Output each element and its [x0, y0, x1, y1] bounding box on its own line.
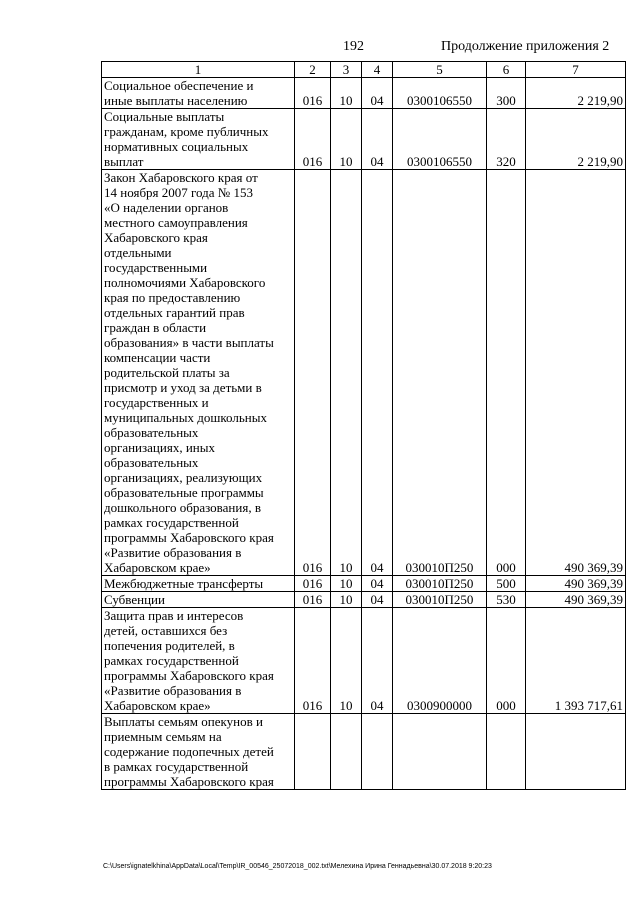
table-row	[102, 78, 626, 109]
row-sum: 490 369,39	[526, 170, 626, 576]
row-csr: 0300106550	[393, 109, 487, 170]
column-header: 3	[331, 62, 362, 78]
row-vr: 300	[487, 78, 526, 109]
appendix-continuation-title: Продолжение приложения 2	[441, 39, 610, 54]
budget-table	[101, 61, 626, 790]
row-ved: 016	[295, 608, 331, 714]
row-rz: 10	[331, 576, 362, 592]
row-ved: 016	[295, 170, 331, 576]
row-pr: 04	[362, 608, 393, 714]
row-ved: 016	[295, 109, 331, 170]
row-ved: 016	[295, 78, 331, 109]
row-pr: 04	[362, 170, 393, 576]
row-pr: 04	[362, 109, 393, 170]
row-sum: 490 369,39	[526, 576, 626, 592]
row-name: Социальное обеспечение и иные выплаты населению	[102, 78, 295, 109]
row-csr	[393, 714, 487, 790]
row-pr: 04	[362, 576, 393, 592]
row-pr: 04	[362, 592, 393, 608]
row-vr: 500	[487, 576, 526, 592]
row-vr: 000	[487, 608, 526, 714]
row-ved: 016	[295, 576, 331, 592]
page-number: 192	[343, 39, 364, 54]
row-name: Социальные выплаты гражданам, кроме публичных нормативных социальных выплат	[102, 109, 295, 170]
row-rz	[331, 714, 362, 790]
row-sum: 1 393 717,61	[526, 608, 626, 714]
row-name: Межбюджетные трансферты	[102, 576, 295, 592]
table-row	[102, 109, 626, 170]
column-header: 7	[526, 62, 626, 78]
row-csr: 030010П250	[393, 170, 487, 576]
row-name: Выплаты семьям опекунов и приемным семьям на содержание подопечных детей в рамках государственной программы Хабаровского края	[102, 714, 295, 790]
row-csr: 030010П250	[393, 592, 487, 608]
column-header: 4	[362, 62, 393, 78]
row-vr: 530	[487, 592, 526, 608]
row-sum: 2 219,90	[526, 78, 626, 109]
table-row	[102, 592, 626, 608]
table-row	[102, 714, 626, 790]
column-header: 1	[102, 62, 295, 78]
row-rz: 10	[331, 170, 362, 576]
row-sum	[526, 714, 626, 790]
row-ved	[295, 714, 331, 790]
row-csr: 030010П250	[393, 576, 487, 592]
row-vr: 000	[487, 170, 526, 576]
row-ved: 016	[295, 592, 331, 608]
column-header: 6	[487, 62, 526, 78]
row-rz: 10	[331, 592, 362, 608]
row-name: Защита прав и интересов детей, оставшихся без попечения родителей, в рамках государственной программы Хабаровского края «Развитие образования в Хабаровском крае»	[102, 608, 295, 714]
row-csr: 0300900000	[393, 608, 487, 714]
table-row	[102, 608, 626, 714]
row-csr: 0300106550	[393, 78, 487, 109]
row-vr	[487, 714, 526, 790]
row-pr	[362, 714, 393, 790]
row-sum: 2 219,90	[526, 109, 626, 170]
column-header: 2	[295, 62, 331, 78]
row-rz: 10	[331, 78, 362, 109]
row-vr: 320	[487, 109, 526, 170]
row-name: Субвенции	[102, 592, 295, 608]
row-name: Закон Хабаровского края от 14 ноября 2007 года № 153 «О наделении органов местного самоуправления Хабаровского края отдельными государственными полномочиями Хабаровского края по предоставлению отдельных гарантий прав граждан в области образования» в части выплаты компенсации части родительской платы за присмотр и уход за детьми в государственных и муниципальных дошкольных образовательных организациях, иных образовательных организациях, реализующих образовательные программы дошкольного образования, в рамках государственной программы Хабаровского края «Развитие образования в Хабаровском крае»	[102, 170, 295, 576]
table-row	[102, 170, 626, 576]
row-rz: 10	[331, 109, 362, 170]
document-footer-path: C:\Users\ignatelkhina\AppData\Local\Temp\IR_00546_25072018_002.txt\Мелехина Ирина Геннадьевна\30.07.2018 9:20:23	[103, 863, 492, 870]
column-header: 5	[393, 62, 487, 78]
table-row	[102, 576, 626, 592]
row-pr: 04	[362, 78, 393, 109]
row-sum: 490 369,39	[526, 592, 626, 608]
row-rz: 10	[331, 608, 362, 714]
table-header-row	[102, 62, 626, 78]
